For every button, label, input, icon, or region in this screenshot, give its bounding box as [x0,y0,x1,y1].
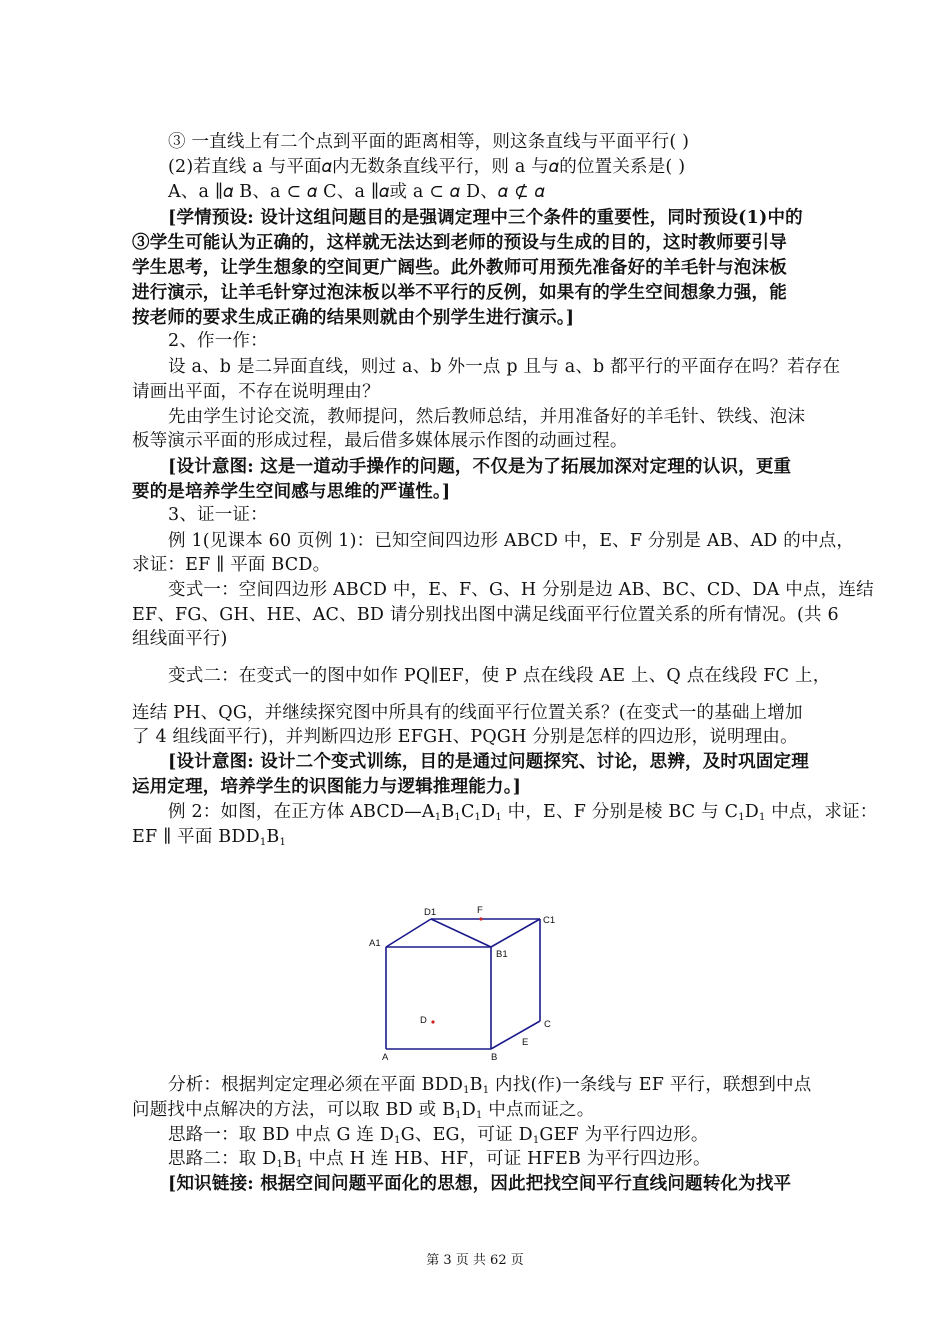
edge-b1-c1 [491,919,540,947]
label-b: B [491,1052,498,1063]
question-2-stem: (2)若直线 a 与平面𝛼内无数条直线平行，则 a 与𝛼的位置关系是( ) [168,157,686,177]
section-2-method-line-2: 板等演示平面的形成过程，最后借多媒体展示作图的动画过程。 [132,431,628,451]
design-note-3-line-1: [设计意图: 设计二个变式训练，目的是通过问题探究、讨论，思辨，及时巩固定理 [168,752,809,772]
question-2-options: A、a ∥𝛼 B、a ⊂ 𝛼 C、a ∥𝛼或 a ⊂ 𝛼 D、𝛼 ⊄ 𝛼 [168,182,545,202]
label-f: F [477,905,483,916]
label-c: C [544,1019,551,1030]
variant-1-line-1: 变式一：空间四边形 ABCD 中，E、F、G、H 分别是边 AB、BC、CD、DA 中点，连结 [168,580,874,600]
label-d: D [420,1015,427,1026]
design-note-1-line-5: 按老师的要求生成正确的结果则就由个别学生进行演示。] [132,308,575,328]
label-c1: C1 [543,915,556,926]
section-2-question-line-1: 设 a、b 是二异面直线，则过 a、b 外一点 p 且与 a、b 都平行的平面存在吗？若存在 [168,357,841,377]
question-item-3: ③ 一直线上有二个点到平面的距离相等，则这条直线与平面平行( ) [168,132,690,152]
design-note-2-line-2: 要的是培养学生空间感与思维的严谨性。] [132,482,451,502]
label-a1: A1 [369,938,381,949]
section-2-method-line-1: 先由学生讨论交流，教师提问，然后教师总结，并用准备好的羊毛针、铁线、泡沫 [168,407,806,427]
edge-d1-b1 [431,919,491,947]
variant-1-line-2: EF、FG、GH、HE、AC、BD 请分别找出图中满足线面平行位置关系的所有情况。(共 6 [132,605,839,625]
approach-1: 思路一：取 BD 中点 G 连 $D_1G$、EG，可证 $D_1GEF$ 为平行四边形。 [168,1125,709,1146]
label-e: E [522,1037,529,1048]
variant-1-line-3: 组线面平行) [132,629,228,649]
design-note-1-line-2: ③学生可能认为正确的，这样就无法达到老师的预设与生成的目的，这时教师要引导 [132,233,787,253]
design-note-3-line-2: 运用定理，培养学生的识图能力与逻辑推理能力。] [132,777,522,797]
edge-b-c [491,1021,540,1049]
section-3-heading: 3、证一证： [168,505,268,525]
example-2-line-2: EF ∥ 平面 $BDD_1B_1$ [132,827,286,848]
point-f [479,917,482,920]
knowledge-link-line-1: [知识链接: 根据空间问题平面化的思想，因此把找空间平行直线问题转化为找平 [168,1174,792,1194]
label-a: A [382,1052,389,1063]
variant-2-line-1: 变式二：在变式一的图中如作 PQ∥EF，使 P 点在线段 AE 上、Q 点在线段 FC 上， [168,666,831,686]
variant-2-line-3: 了 4 组线面平行)，并判断四边形 EFGH、PQGH 分别是怎样的四边形，说明理由。 [132,727,798,747]
variant-2-line-2: 连结 PH、QG，并继续探究图中所具有的线面平行位置关系？(在变式一的基础上增加 [132,703,803,723]
analysis-line-2: 问题找中点解决的方法，可以取 BD 或 $B_1D_1$ 中点而证之。 [132,1100,595,1121]
design-note-1-line-1: [学情预设: 设计这组问题目的是强调定理中三个条件的重要性，同时预设(1)中的 [168,208,803,228]
design-note-1-line-4: 进行演示，让羊毛针穿过泡沫板以举不平行的反例，如果有的学生空间想象力强，能 [132,283,787,303]
analysis-line-1: 分析：根据判定定理必须在平面 $BDD_1B_1$ 内找(作)一条线与 EF 平行，联想到中点 [168,1075,812,1096]
label-b1: B1 [496,949,508,960]
label-d1: D1 [424,907,437,918]
page-footer: 第 3 页 共 62 页 [426,1253,524,1268]
design-note-1-line-3: 学生思考，让学生想象的空间更广阔些。此外教师可用预先准备好的羊毛针与泡沫板 [132,258,787,278]
design-note-2-line-1: [设计意图: 这是一道动手操作的问题，不仅是为了拓展加深对定理的认识，更重 [168,457,792,477]
approach-2: 思路二：取 $D_1B_1$ 中点 H 连 HB、HF，可证 HFEB 为平行四边形。 [168,1149,711,1170]
example-1-line-1: 例 1(见课本 60 页例 1)：已知空间四边形 ABCD 中，E、F 分别是 AB、AD 的中点， [168,531,855,551]
cube-figure [360,900,570,1070]
section-2-heading: 2、作一作： [168,331,268,351]
example-1-line-2: 求证：EF ∥ 平面 BCD。 [132,555,331,575]
example-2-line-1: 例 2：如图，在正方体 $ABCD—A_1B_1C_1D_1$ 中，E、F 分别是棱 BC 与 $C_1D_1$ 中点，求证： [168,802,878,823]
point-d [431,1020,434,1023]
section-2-question-line-2: 请画出平面，不存在说明理由？ [132,382,380,402]
edge-a1-d1 [386,919,431,947]
